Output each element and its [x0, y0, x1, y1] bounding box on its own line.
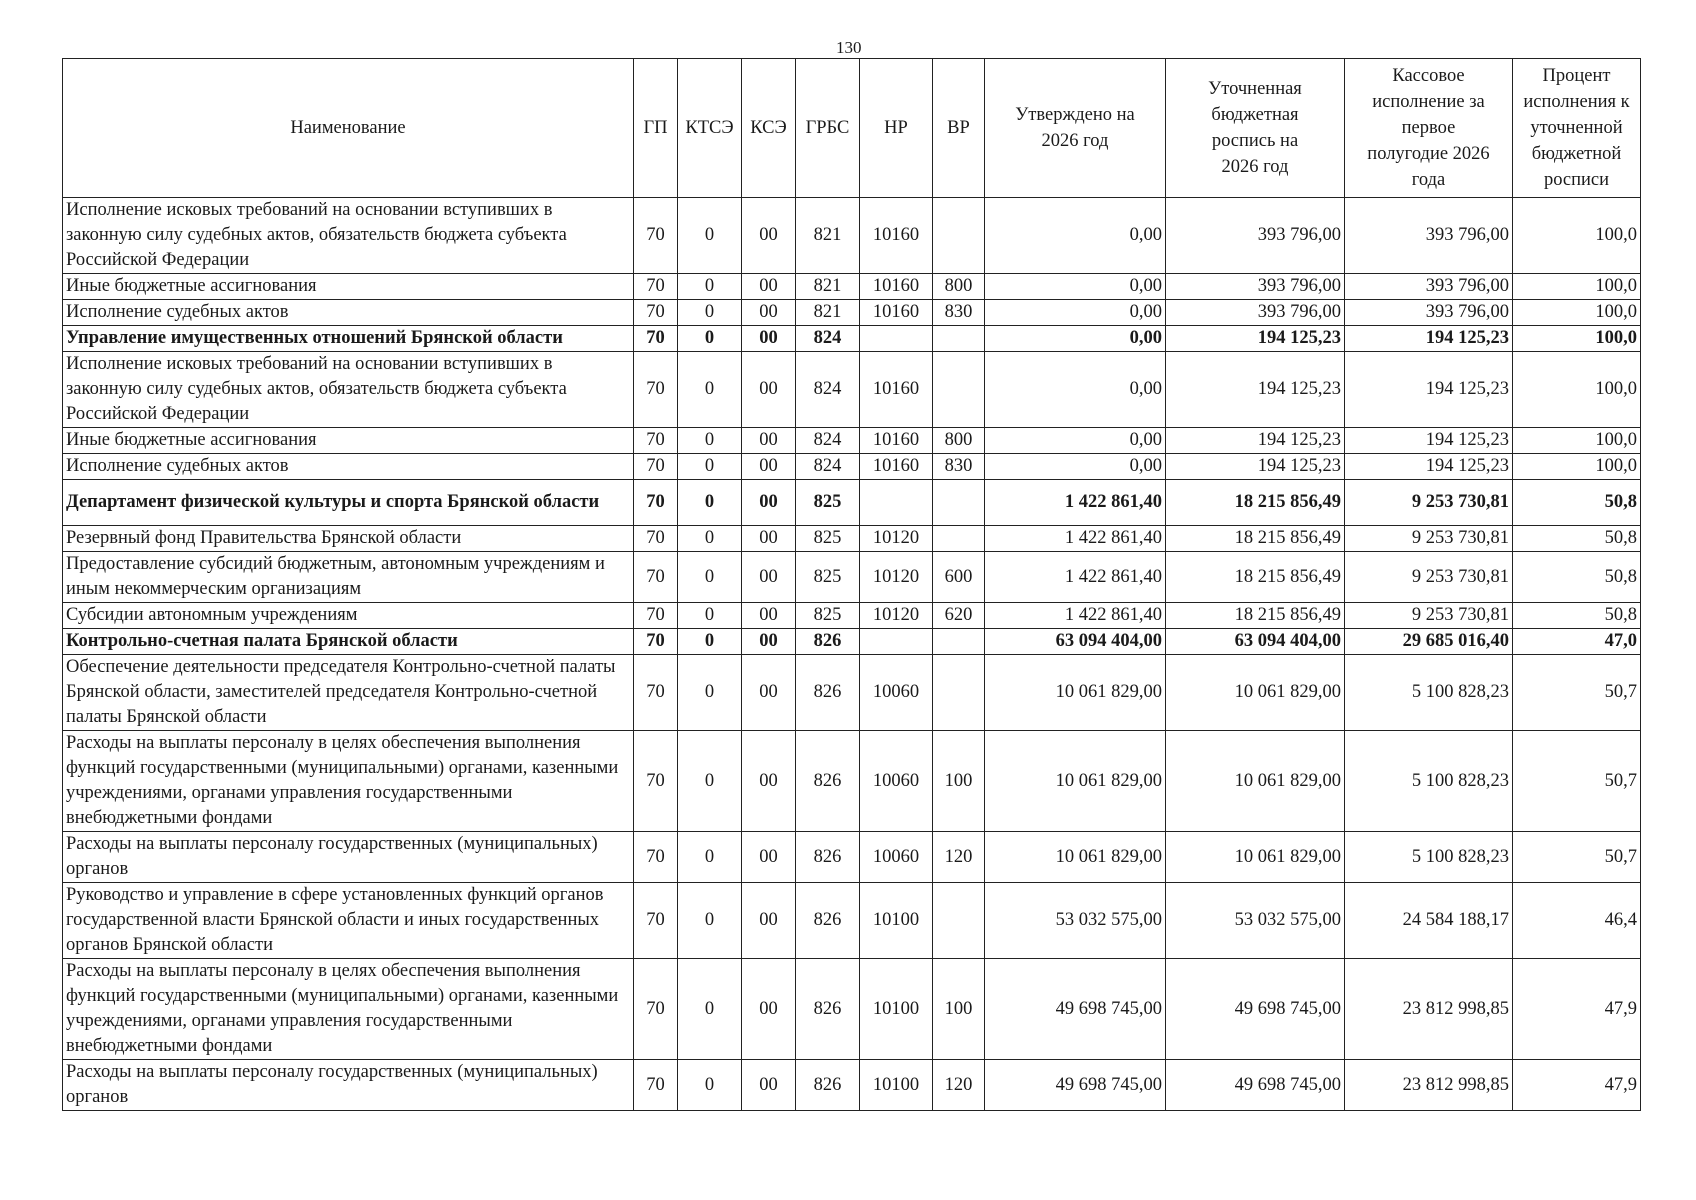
cell-grbs: 824 [796, 326, 860, 352]
cell-cash: 9 253 730,81 [1345, 552, 1513, 603]
cell-approved: 0,00 [985, 274, 1166, 300]
cell-gp: 70 [634, 300, 678, 326]
cell-name: Исполнение исковых требований на основании вступивших в законную силу судебных актов, обязательств бюджета субъекта Российской Федерации [63, 352, 634, 428]
cell-refined: 10 061 829,00 [1166, 832, 1345, 883]
cell-nr [860, 326, 933, 352]
cell-vr [933, 480, 985, 526]
cell-ktse: 0 [678, 352, 742, 428]
cell-name: Расходы на выплаты персоналу государственных (муниципальных) органов [63, 832, 634, 883]
table-row [63, 959, 1641, 1060]
cell-nr: 10060 [860, 832, 933, 883]
cell-percent: 50,7 [1513, 655, 1641, 731]
cell-grbs: 826 [796, 655, 860, 731]
cell-percent: 100,0 [1513, 326, 1641, 352]
cell-kse: 00 [742, 526, 796, 552]
cell-vr: 100 [933, 731, 985, 832]
cell-name: Резервный фонд Правительства Брянской области [63, 526, 634, 552]
table-row [63, 552, 1641, 603]
cell-approved: 49 698 745,00 [985, 1060, 1166, 1111]
table-row [63, 655, 1641, 731]
table-row [63, 603, 1641, 629]
cell-approved: 63 094 404,00 [985, 629, 1166, 655]
cell-grbs: 821 [796, 300, 860, 326]
cell-refined: 18 215 856,49 [1166, 526, 1345, 552]
cell-approved: 0,00 [985, 454, 1166, 480]
cell-approved: 10 061 829,00 [985, 832, 1166, 883]
cell-cash: 9 253 730,81 [1345, 603, 1513, 629]
cell-ktse: 0 [678, 198, 742, 274]
cell-gp: 70 [634, 326, 678, 352]
cell-vr: 830 [933, 454, 985, 480]
cell-approved: 53 032 575,00 [985, 883, 1166, 959]
cell-name: Предоставление субсидий бюджетным, автономным учреждениям и иным некоммерческим организациям [63, 552, 634, 603]
cell-gp: 70 [634, 274, 678, 300]
cell-name: Субсидии автономным учреждениям [63, 603, 634, 629]
cell-refined: 393 796,00 [1166, 300, 1345, 326]
header-gp: ГП [634, 59, 678, 198]
cell-nr: 10100 [860, 1060, 933, 1111]
header-vr: ВР [933, 59, 985, 198]
cell-vr [933, 198, 985, 274]
cell-refined: 194 125,23 [1166, 454, 1345, 480]
table-row [63, 326, 1641, 352]
cell-ktse: 0 [678, 300, 742, 326]
cell-ktse: 0 [678, 480, 742, 526]
cell-approved: 0,00 [985, 352, 1166, 428]
cell-kse: 00 [742, 300, 796, 326]
cell-approved: 49 698 745,00 [985, 959, 1166, 1060]
cell-vr [933, 326, 985, 352]
cell-grbs: 826 [796, 883, 860, 959]
header-nr: НР [860, 59, 933, 198]
cell-kse: 00 [742, 832, 796, 883]
cell-percent: 47,9 [1513, 1060, 1641, 1111]
cell-ktse: 0 [678, 428, 742, 454]
cell-kse: 00 [742, 198, 796, 274]
cell-kse: 00 [742, 428, 796, 454]
table-row [63, 352, 1641, 428]
cell-ktse: 0 [678, 655, 742, 731]
cell-ktse: 0 [678, 629, 742, 655]
cell-kse: 00 [742, 274, 796, 300]
cell-refined: 18 215 856,49 [1166, 552, 1345, 603]
cell-percent: 100,0 [1513, 198, 1641, 274]
table-row [63, 480, 1641, 526]
cell-percent: 100,0 [1513, 454, 1641, 480]
cell-nr: 10100 [860, 883, 933, 959]
cell-nr [860, 480, 933, 526]
cell-name: Исполнение судебных актов [63, 454, 634, 480]
cell-name: Расходы на выплаты персоналу в целях обеспечения выполнения функций государственными (муниципальными) органами, казенными учреждениями, органами управления государственными внебюджетными фондами [63, 731, 634, 832]
cell-kse: 00 [742, 454, 796, 480]
cell-ktse: 0 [678, 552, 742, 603]
cell-name: Контрольно-счетная палата Брянской области [63, 629, 634, 655]
cell-approved: 0,00 [985, 300, 1166, 326]
cell-refined: 194 125,23 [1166, 352, 1345, 428]
cell-kse: 00 [742, 655, 796, 731]
cell-percent: 50,7 [1513, 832, 1641, 883]
header-percent: Процент исполнения к уточненной бюджетной росписи [1513, 59, 1641, 198]
cell-nr: 10120 [860, 552, 933, 603]
cell-gp: 70 [634, 603, 678, 629]
cell-grbs: 821 [796, 274, 860, 300]
cell-vr [933, 629, 985, 655]
cell-name: Руководство и управление в сфере установленных функций органов государственной власти Брянской области и иных государственных органов Брянской области [63, 883, 634, 959]
cell-gp: 70 [634, 629, 678, 655]
cell-approved: 1 422 861,40 [985, 603, 1166, 629]
cell-percent: 50,8 [1513, 552, 1641, 603]
cell-kse: 00 [742, 731, 796, 832]
cell-gp: 70 [634, 352, 678, 428]
cell-grbs: 826 [796, 832, 860, 883]
cell-gp: 70 [634, 655, 678, 731]
cell-cash: 5 100 828,23 [1345, 655, 1513, 731]
cell-cash: 24 584 188,17 [1345, 883, 1513, 959]
cell-percent: 50,8 [1513, 603, 1641, 629]
cell-grbs: 824 [796, 352, 860, 428]
cell-vr [933, 526, 985, 552]
cell-vr: 830 [933, 300, 985, 326]
cell-vr: 100 [933, 959, 985, 1060]
header-ktse: КТСЭ [678, 59, 742, 198]
cell-cash: 9 253 730,81 [1345, 480, 1513, 526]
cell-kse: 00 [742, 352, 796, 428]
cell-nr: 10160 [860, 198, 933, 274]
cell-name: Исполнение исковых требований на основании вступивших в законную силу судебных актов, обязательств бюджета субъекта Российской Федерации [63, 198, 634, 274]
header-grbs: ГРБС [796, 59, 860, 198]
cell-approved: 10 061 829,00 [985, 655, 1166, 731]
cell-name: Расходы на выплаты персоналу государственных (муниципальных) органов [63, 1060, 634, 1111]
header-row [63, 59, 1641, 198]
cell-cash: 23 812 998,85 [1345, 959, 1513, 1060]
cell-approved: 1 422 861,40 [985, 552, 1166, 603]
cell-gp: 70 [634, 832, 678, 883]
cell-grbs: 826 [796, 959, 860, 1060]
cell-percent: 47,0 [1513, 629, 1641, 655]
table-row [63, 526, 1641, 552]
cell-kse: 00 [742, 1060, 796, 1111]
cell-ktse: 0 [678, 731, 742, 832]
cell-refined: 393 796,00 [1166, 198, 1345, 274]
table-row [63, 1060, 1641, 1111]
cell-vr: 800 [933, 428, 985, 454]
cell-gp: 70 [634, 526, 678, 552]
cell-approved: 10 061 829,00 [985, 731, 1166, 832]
cell-name: Обеспечение деятельности председателя Контрольно-счетной палаты Брянской области, заместителей председателя Контрольно-счетной палаты Брянской области [63, 655, 634, 731]
cell-vr [933, 883, 985, 959]
cell-percent: 100,0 [1513, 352, 1641, 428]
cell-cash: 393 796,00 [1345, 274, 1513, 300]
cell-kse: 00 [742, 480, 796, 526]
cell-ktse: 0 [678, 603, 742, 629]
cell-gp: 70 [634, 428, 678, 454]
cell-gp: 70 [634, 198, 678, 274]
cell-percent: 50,8 [1513, 480, 1641, 526]
cell-kse: 00 [742, 603, 796, 629]
cell-nr: 10120 [860, 526, 933, 552]
cell-refined: 194 125,23 [1166, 428, 1345, 454]
cell-refined: 10 061 829,00 [1166, 731, 1345, 832]
cell-refined: 10 061 829,00 [1166, 655, 1345, 731]
header-kse: КСЭ [742, 59, 796, 198]
cell-name: Иные бюджетные ассигнования [63, 274, 634, 300]
cell-refined: 49 698 745,00 [1166, 1060, 1345, 1111]
cell-name: Исполнение судебных актов [63, 300, 634, 326]
cell-gp: 70 [634, 883, 678, 959]
cell-kse: 00 [742, 326, 796, 352]
cell-ktse: 0 [678, 326, 742, 352]
cell-nr [860, 629, 933, 655]
cell-percent: 50,7 [1513, 731, 1641, 832]
cell-nr: 10160 [860, 352, 933, 428]
cell-vr: 620 [933, 603, 985, 629]
cell-ktse: 0 [678, 526, 742, 552]
cell-grbs: 824 [796, 454, 860, 480]
cell-approved: 0,00 [985, 428, 1166, 454]
cell-approved: 1 422 861,40 [985, 526, 1166, 552]
table-row [63, 629, 1641, 655]
cell-cash: 9 253 730,81 [1345, 526, 1513, 552]
cell-cash: 393 796,00 [1345, 198, 1513, 274]
header-name: Наименование [63, 59, 634, 198]
header-refined: Уточненная бюджетная роспись на 2026 год [1166, 59, 1345, 198]
cell-percent: 47,9 [1513, 959, 1641, 1060]
cell-gp: 70 [634, 552, 678, 603]
cell-vr: 120 [933, 1060, 985, 1111]
cell-approved: 1 422 861,40 [985, 480, 1166, 526]
cell-grbs: 821 [796, 198, 860, 274]
table-row [63, 883, 1641, 959]
cell-name: Управление имущественных отношений Брянской области [63, 326, 634, 352]
table-row [63, 428, 1641, 454]
cell-refined: 49 698 745,00 [1166, 959, 1345, 1060]
cell-grbs: 826 [796, 731, 860, 832]
cell-refined: 393 796,00 [1166, 274, 1345, 300]
cell-cash: 5 100 828,23 [1345, 832, 1513, 883]
cell-cash: 5 100 828,23 [1345, 731, 1513, 832]
cell-grbs: 825 [796, 526, 860, 552]
cell-percent: 50,8 [1513, 526, 1641, 552]
cell-grbs: 826 [796, 1060, 860, 1111]
cell-nr: 10160 [860, 274, 933, 300]
cell-percent: 46,4 [1513, 883, 1641, 959]
cell-nr: 10160 [860, 300, 933, 326]
cell-name: Расходы на выплаты персоналу в целях обеспечения выполнения функций государственными (муниципальными) органами, казенными учреждениями, органами управления государственными внебюджетными фондами [63, 959, 634, 1060]
table-row [63, 731, 1641, 832]
cell-gp: 70 [634, 959, 678, 1060]
cell-vr: 800 [933, 274, 985, 300]
cell-nr: 10060 [860, 731, 933, 832]
cell-cash: 194 125,23 [1345, 352, 1513, 428]
cell-nr: 10160 [860, 454, 933, 480]
cell-kse: 00 [742, 959, 796, 1060]
cell-ktse: 0 [678, 883, 742, 959]
cell-refined: 18 215 856,49 [1166, 480, 1345, 526]
cell-percent: 100,0 [1513, 274, 1641, 300]
cell-grbs: 825 [796, 552, 860, 603]
cell-refined: 194 125,23 [1166, 326, 1345, 352]
table-row [63, 274, 1641, 300]
page-number: 130 [836, 38, 862, 57]
cell-approved: 0,00 [985, 326, 1166, 352]
table-row [63, 454, 1641, 480]
cell-kse: 00 [742, 552, 796, 603]
cell-grbs: 825 [796, 480, 860, 526]
cell-cash: 194 125,23 [1345, 454, 1513, 480]
cell-ktse: 0 [678, 274, 742, 300]
table-row [63, 300, 1641, 326]
cell-refined: 53 032 575,00 [1166, 883, 1345, 959]
cell-kse: 00 [742, 883, 796, 959]
header-cash: Кассовое исполнение за первое полугодие 2026 года [1345, 59, 1513, 198]
budget-table [62, 58, 1641, 1111]
cell-gp: 70 [634, 454, 678, 480]
cell-cash: 194 125,23 [1345, 428, 1513, 454]
cell-nr: 10120 [860, 603, 933, 629]
cell-nr: 10060 [860, 655, 933, 731]
cell-gp: 70 [634, 480, 678, 526]
cell-name: Иные бюджетные ассигнования [63, 428, 634, 454]
cell-ktse: 0 [678, 959, 742, 1060]
cell-ktse: 0 [678, 454, 742, 480]
cell-gp: 70 [634, 731, 678, 832]
cell-refined: 63 094 404,00 [1166, 629, 1345, 655]
cell-nr: 10100 [860, 959, 933, 1060]
cell-grbs: 826 [796, 629, 860, 655]
cell-vr: 600 [933, 552, 985, 603]
cell-percent: 100,0 [1513, 428, 1641, 454]
cell-vr [933, 352, 985, 428]
cell-cash: 194 125,23 [1345, 326, 1513, 352]
cell-name: Департамент физической культуры и спорта Брянской области [63, 480, 634, 526]
cell-kse: 00 [742, 629, 796, 655]
table-row [63, 198, 1641, 274]
cell-grbs: 825 [796, 603, 860, 629]
table-row [63, 832, 1641, 883]
cell-ktse: 0 [678, 1060, 742, 1111]
cell-grbs: 824 [796, 428, 860, 454]
cell-nr: 10160 [860, 428, 933, 454]
cell-vr: 120 [933, 832, 985, 883]
header-approved: Утверждено на 2026 год [985, 59, 1166, 198]
cell-refined: 18 215 856,49 [1166, 603, 1345, 629]
cell-cash: 393 796,00 [1345, 300, 1513, 326]
cell-ktse: 0 [678, 832, 742, 883]
cell-gp: 70 [634, 1060, 678, 1111]
cell-cash: 29 685 016,40 [1345, 629, 1513, 655]
cell-cash: 23 812 998,85 [1345, 1060, 1513, 1111]
cell-vr [933, 655, 985, 731]
cell-approved: 0,00 [985, 198, 1166, 274]
cell-percent: 100,0 [1513, 300, 1641, 326]
